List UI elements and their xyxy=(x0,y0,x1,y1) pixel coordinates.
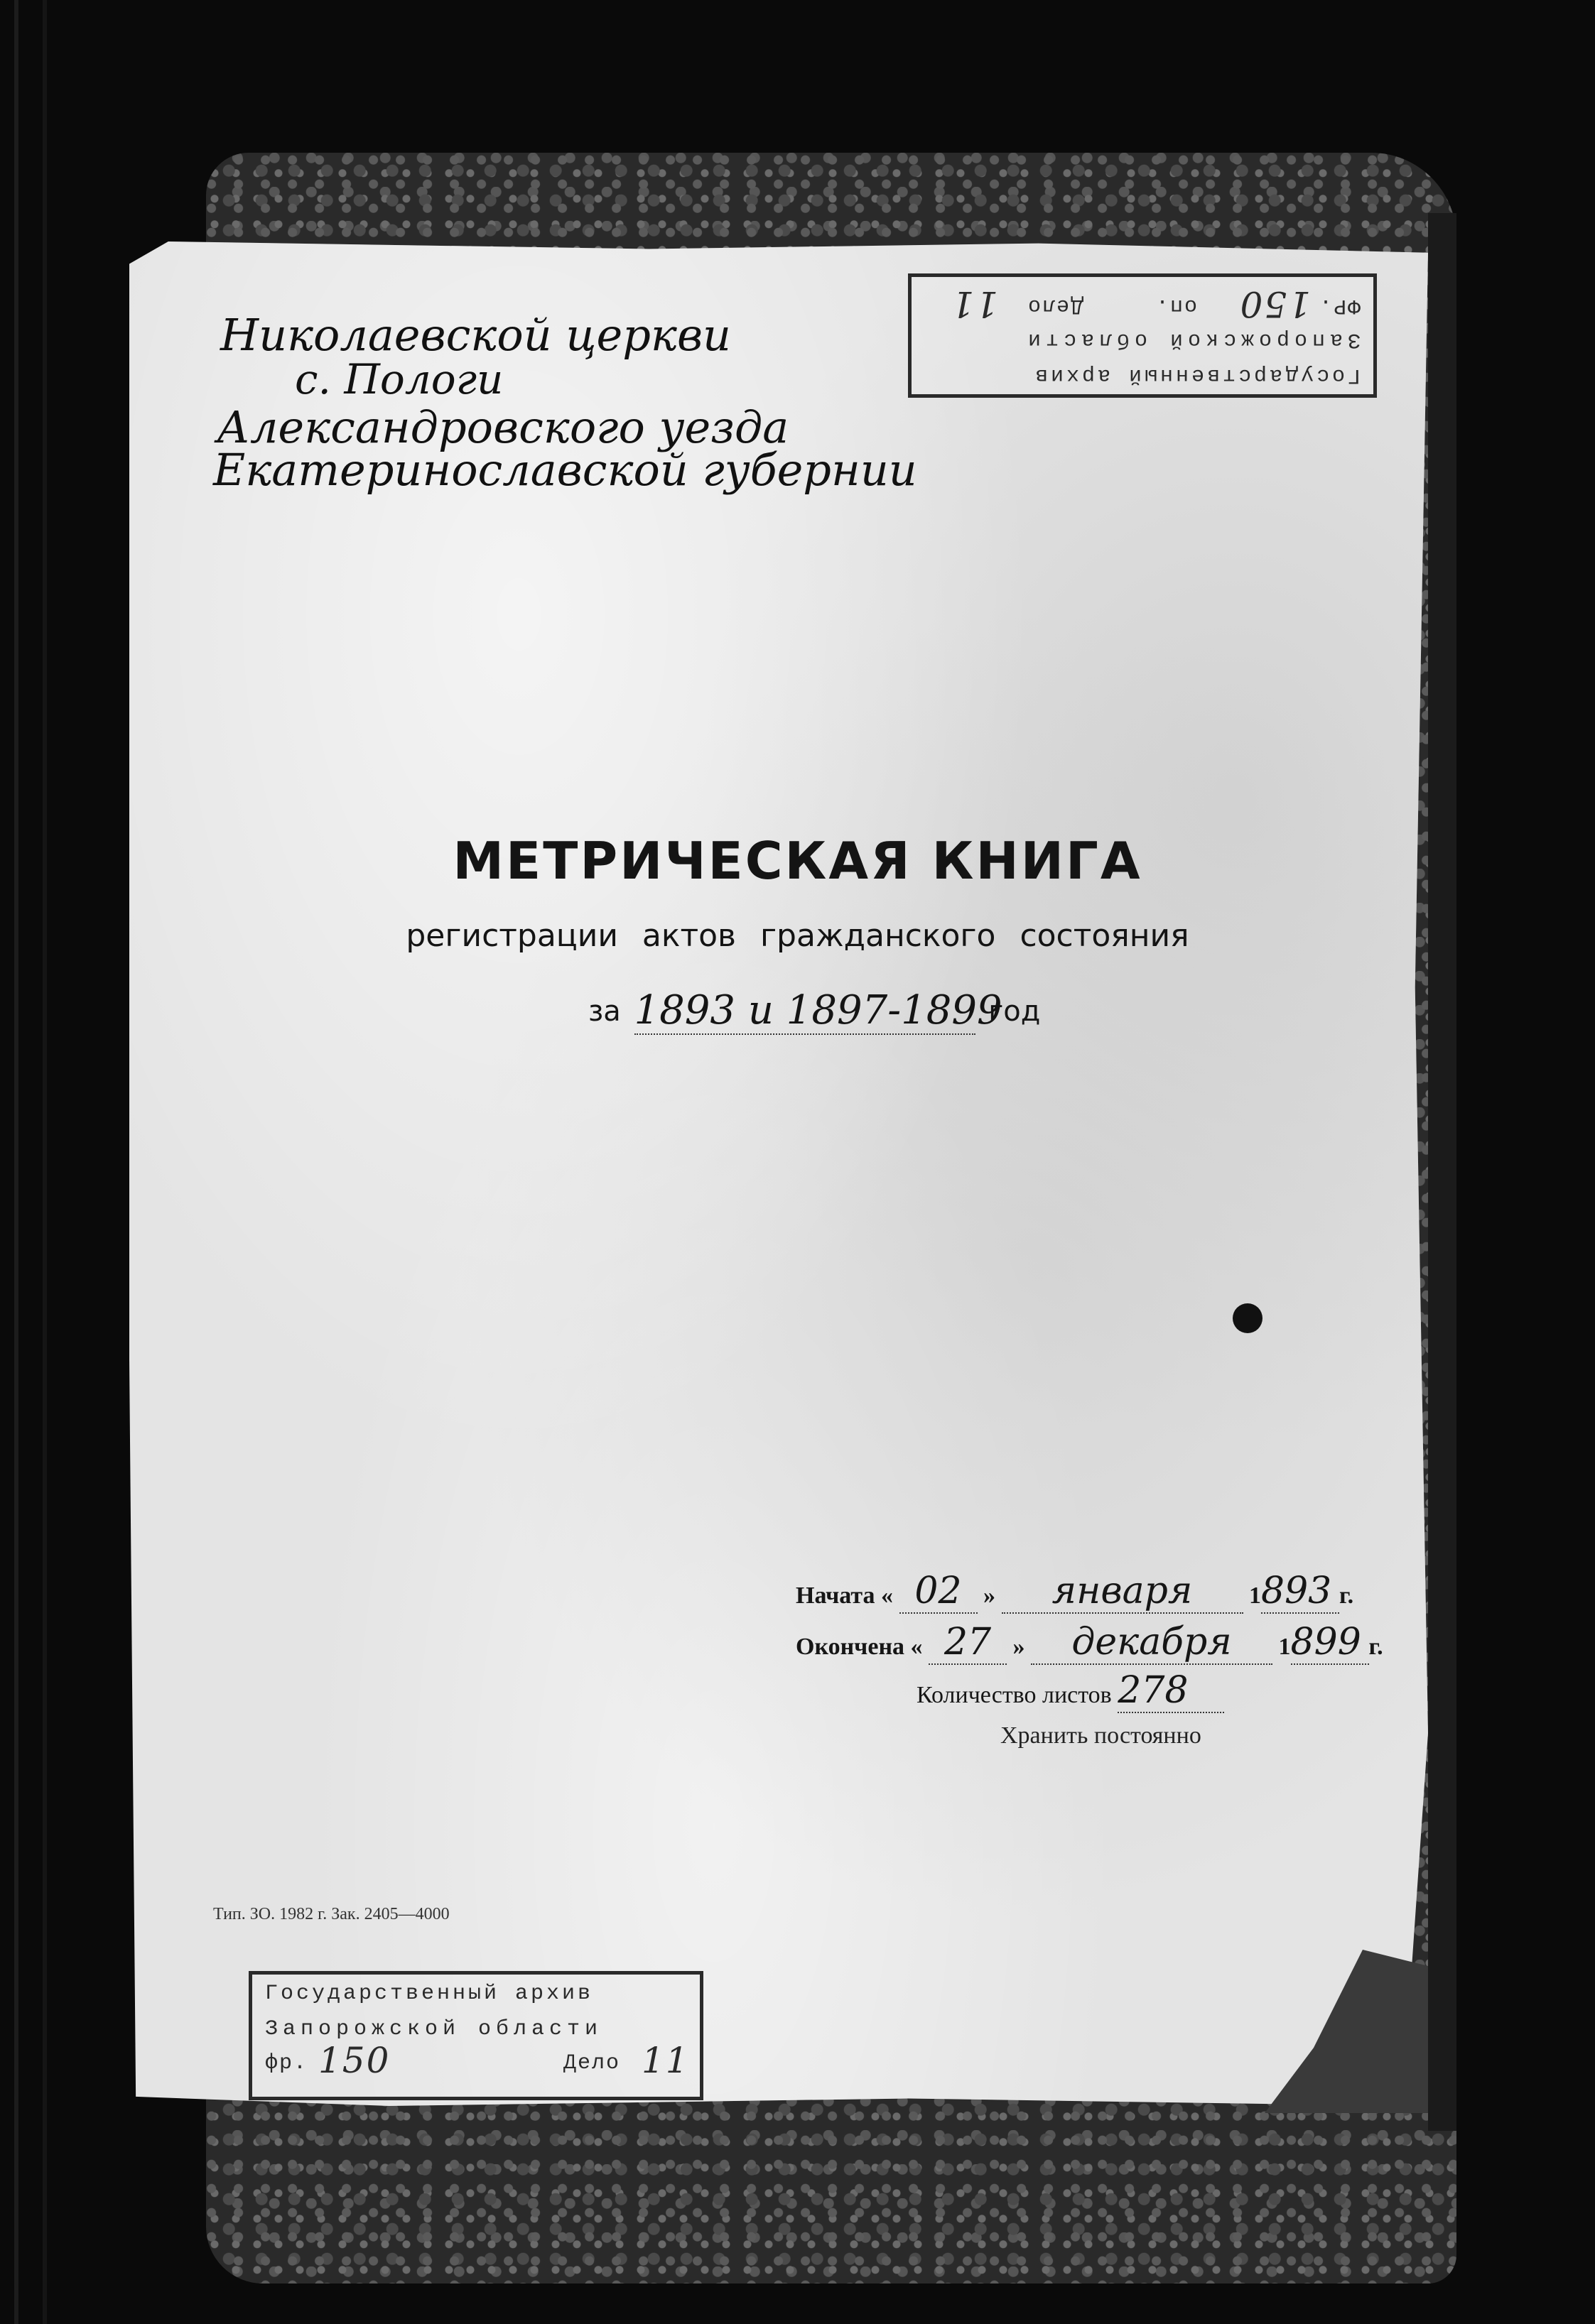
year-line xyxy=(588,987,1040,1035)
year-prefix: за xyxy=(588,995,621,1028)
cover-label-sheet xyxy=(129,241,1428,2106)
stamp-fond-value: 150 xyxy=(1238,283,1311,325)
start-label: Начата xyxy=(796,1582,875,1609)
year-suffix: год xyxy=(988,995,1041,1028)
stamp-delo-label: Дело xyxy=(1026,293,1083,317)
stamp-fond-value: 150 xyxy=(318,2040,391,2081)
end-open-quote: « xyxy=(910,1634,923,1660)
sheet-count-row xyxy=(917,1669,1224,1713)
end-year-suffix: г. xyxy=(1368,1634,1383,1660)
end-date-row xyxy=(796,1621,1383,1665)
spine-edge xyxy=(14,0,18,2324)
ink-spot xyxy=(1233,1303,1263,1333)
spine-edge xyxy=(43,0,47,2324)
stamp-fond-label: ФР. xyxy=(1317,293,1361,317)
stamp-region: Запорожской области xyxy=(1022,327,1361,352)
end-year: 899 xyxy=(1291,1621,1369,1665)
start-year-suffix: г. xyxy=(1339,1582,1354,1609)
sheet-count-value: 278 xyxy=(1118,1669,1224,1713)
stamp-delo-label: Дело xyxy=(563,2051,621,2075)
stamp-fond-row xyxy=(265,2040,690,2081)
retention-note: Хранить постоянно xyxy=(1000,1722,1201,1749)
book-subtitle: регистрации актов гражданского состояния xyxy=(406,918,1189,954)
book-title: МЕТРИЧЕСКАЯ КНИГА xyxy=(453,831,1142,891)
stamp-region: Запорожской области xyxy=(265,2017,603,2041)
village-name: с. Пологи xyxy=(295,355,504,403)
stamp-opis-label: оп. xyxy=(1154,293,1197,317)
start-date-row xyxy=(796,1570,1353,1614)
archive-stamp-top xyxy=(908,273,1377,398)
start-year-prefix: 1 xyxy=(1249,1582,1261,1609)
archive-stamp-bottom xyxy=(249,1971,703,2100)
end-month: декабря xyxy=(1031,1621,1272,1665)
stamp-delo-value: 11 xyxy=(950,283,998,325)
end-label: Окончена xyxy=(796,1634,905,1660)
end-close-quote: » xyxy=(1012,1634,1025,1660)
cover-edge-shadow xyxy=(1428,213,1456,2131)
uezd-name: Александровского уезда xyxy=(217,401,789,453)
start-month: января xyxy=(1002,1570,1243,1614)
stamp-archive-name: Государственный архив xyxy=(265,1982,594,2006)
sheet-count-label: Количество листов xyxy=(917,1682,1112,1708)
stamp-fond-row xyxy=(924,283,1361,325)
start-close-quote: » xyxy=(983,1582,995,1609)
stamp-archive-name: Государственный архив xyxy=(1032,363,1361,387)
stamp-delo-value: 11 xyxy=(642,2040,690,2081)
print-info: Тип. ЗО. 1982 г. Зак. 2405—4000 xyxy=(213,1905,450,1923)
start-year: 893 xyxy=(1261,1570,1339,1614)
years-value: 1893 и 1897-1899 xyxy=(634,987,1002,1033)
start-open-quote: « xyxy=(881,1582,893,1609)
stamp-fond-label: фр. xyxy=(265,2051,308,2075)
church-name: Николаевской церкви xyxy=(220,309,731,361)
end-day: 27 xyxy=(929,1621,1007,1665)
guberniya-name: Екатеринославской губернии xyxy=(213,444,917,496)
start-day: 02 xyxy=(899,1570,978,1614)
end-year-prefix: 1 xyxy=(1278,1634,1291,1660)
